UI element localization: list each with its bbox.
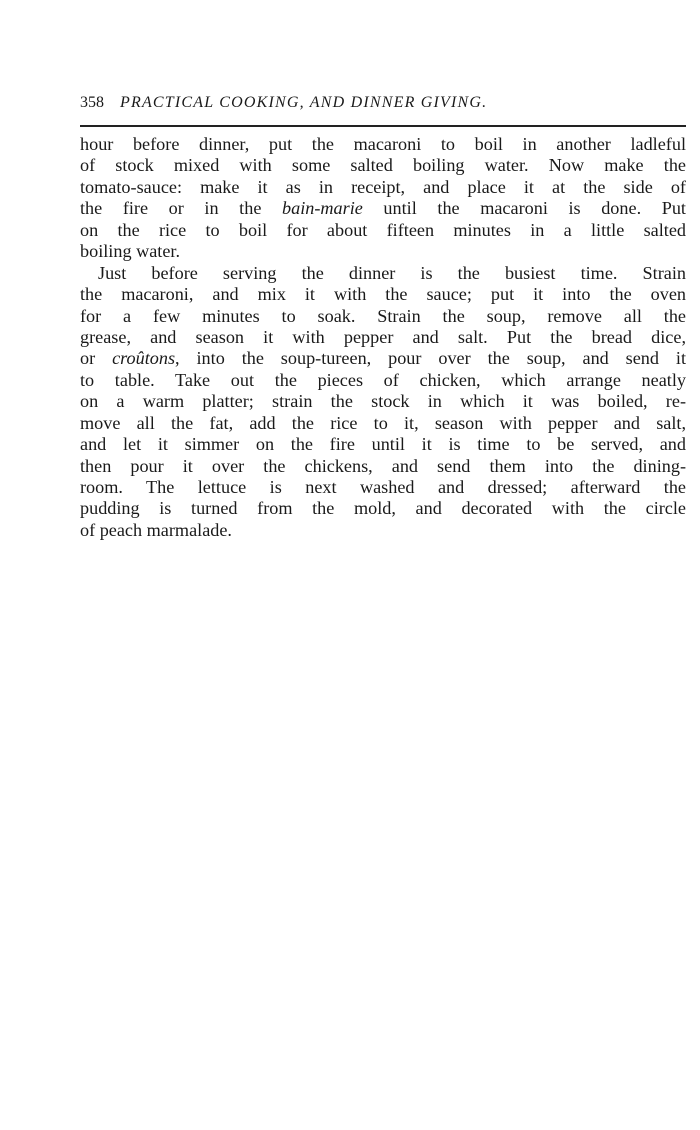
running-title: PRACTICAL COOKING, AND DINNER GIVING. [120,94,488,111]
text-line: on a warm platter; strain the stock in which it was boiled, re- [80,391,686,412]
text-line: then pour it over the chickens, and send them into the dining- [80,455,686,476]
text-line: boiling water. [80,241,181,262]
page-number: 358 [80,94,104,111]
text-run: , into the soup-tureen, pour over the soup, and send it [175,348,687,369]
text-line: pudding is turned from the mold, and decorated with the circle [80,498,686,519]
text-line: the macaroni, and mix it with the sauce; put it into the oven [80,284,686,305]
header-rule [80,125,686,127]
text-line: on the rice to boil for about fifteen minutes in a little salted [80,219,686,240]
page-body [80,134,686,541]
text-line: and let it simmer on the fire until it is time to be served, and [80,434,686,455]
text-line: room. The lettuce is next washed and dressed; afterward the [80,477,686,497]
text-line: Just before serving the dinner is the busiest time. Strain [98,262,686,283]
text-line: to table. Take out the pieces of chicken, which arrange neatly [80,369,686,390]
text-line [80,198,686,219]
text-line: tomato-sauce: make it as in receipt, and place it at the side of [80,176,686,197]
text-run: the fire or in the [80,198,282,219]
italic-term: croûtons [112,348,176,369]
running-header [80,94,686,118]
text-line: hour before dinner, put the macaroni to boil in another ladleful [80,134,686,154]
text-line [80,348,686,369]
text-line: grease, and season it with pepper and salt. Put the bread dice, [80,326,686,347]
italic-term: bain-marie [282,198,363,219]
text-line: of peach marmalade. [80,519,232,540]
text-line: for a few minutes to soak. Strain the soup, remove all the [80,305,686,326]
text-run: until the macaroni is done. Put [362,198,686,219]
text-line: move all the fat, add the rice to it, season with pepper and salt, [80,412,686,433]
text-line: of stock mixed with some salted boiling water. Now make the [80,155,686,176]
text-run: or [80,348,113,369]
